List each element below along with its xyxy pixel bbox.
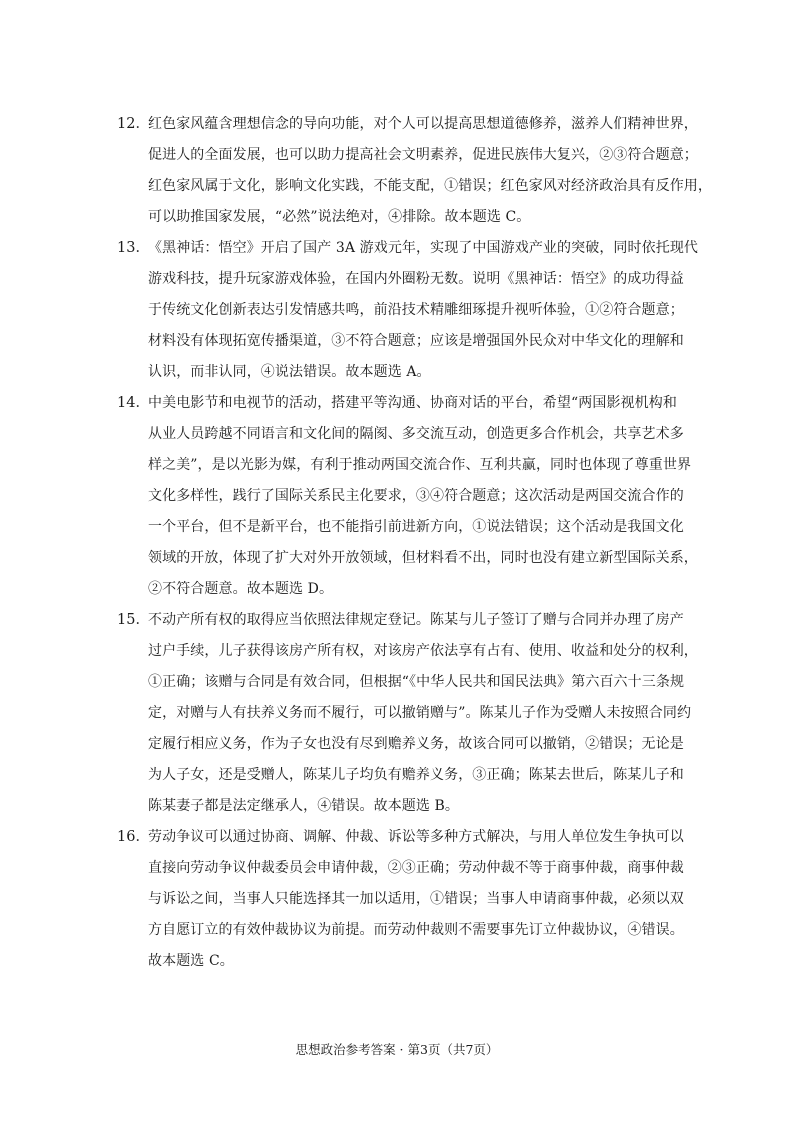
answer-line: 方自愿订立的有效仲裁协议为前提。而劳动仲裁则不需要事先订立仲裁协议，④错误。 [148,922,684,938]
item-number: 12． [117,116,150,132]
answer-line: 与诉讼之间，当事人只能选择其一加以适用，①错误；当事人申请商事仲裁，必须以双 [148,891,684,907]
answer-line: 游戏科技，提升玩家游戏体验，在国内外圈粉无数。说明《黑神话：悟空》的成功得益 [148,271,684,287]
answer-line: 《黑神话：悟空》开启了国产 3A 游戏元年，实现了中国游戏产业的突破，同时依托现代 [148,240,699,256]
answer-line: ①正确；该赠与合同是有效合同，但根据“《中华人民共和国民法典》第六百六十三条规 [148,674,685,690]
answer-line: 劳动争议可以通过协商、调解、仲裁、诉讼等多种方式解决，与用人单位发生争执可以 [148,829,684,845]
answer-line: 认识，而非认同，④说法错误。故本题选 A。 [148,364,431,380]
answer-item-12 [117,109,712,233]
answer-line: 为人子女，还是受赠人，陈某儿子均负有赡养义务，③正确；陈某去世后，陈某儿子和 [148,767,684,783]
page-footer: 思想政治参考答案 · 第3页（共7页） [295,1042,499,1057]
answer-line: 过户手续，儿子获得该房产所有权，对该房产依法享有占有、使用、收益和处分的权利， [148,643,698,659]
item-number: 15． [117,612,150,628]
item-number: 13． [117,240,150,256]
answer-item-14 [117,388,708,605]
answer-line: 直接向劳动争议仲裁委员会申请仲裁，②③正确；劳动仲裁不等于商事仲裁，商事仲裁 [148,860,684,876]
answer-item-13 [117,233,708,388]
answer-line: 材料没有体现拓宽传播渠道，③不符合题意；应该是增强国外民众对中华文化的理解和 [148,333,684,349]
item-number: 14． [117,395,150,411]
answer-line: 故本题选 C。 [148,953,234,969]
answer-line: 文化多样性，践行了国际关系民主化要求，③④符合题意；这次活动是两国交流合作的 [148,488,684,504]
answer-line: 一个平台，但不是新平台，也不能指引前进新方向，①说法错误；这个活动是我国文化 [148,519,684,535]
answer-item-15 [117,605,708,822]
answer-line: 不动产所有权的取得应当依照法律规定登记。陈某与儿子签订了赠与合同并办理了房产 [148,612,684,628]
answer-line: 陈某妻子都是法定继承人，④错误。故本题选 B。 [148,798,460,814]
answer-line: 红色家风属于文化，影响文化实践，不能支配，①错误；红色家风对经济政治具有反作用， [148,178,712,194]
answer-line: 中美电影节和电视节的活动，搭建平等沟通、协商对话的平台，希望“两国影视机构和 [148,395,677,411]
answer-line: 定履行相应义务，作为子女也没有尽到赡养义务，故该合同可以撤销，②错误；无论是 [148,736,684,752]
answer-item-16 [117,822,708,977]
answer-line: 红色家风蕴含理想信念的导向功能，对个人可以提高思想道德修养，滋养人们精神世界， [148,116,698,132]
answer-line: 可以助推国家发展，“必然”说法绝对，④排除。故本题选 C。 [148,209,531,225]
answer-list [117,109,712,977]
answer-line: 定，对赠与人有扶养义务而不履行，可以撤销赠与”。陈某儿子作为受赠人未按照合同约 [148,705,692,721]
item-number: 16． [117,829,150,845]
answer-line: ②不符合题意。故本题选 D。 [148,581,334,597]
answer-line: 促进人的全面发展，也可以助力提高社会文明素养，促进民族伟大复兴，②③符合题意； [148,147,698,163]
answer-line: 领域的开放，体现了扩大对外开放领域，但材料看不出，同时也没有建立新型国际关系， [148,550,698,566]
answer-line: 样之美”，是以光影为媒，有利于推动两国交流合作、互利共赢，同时也体现了尊重世界 [148,457,692,473]
answer-line: 从业人员跨越不同语言和文化间的隔阂、多交流互动，创造更多合作机会，共享艺术多 [148,426,684,442]
answer-line: 于传统文化创新表达引发情感共鸣，前沿技术精雕细琢提升视听体验，①②符合题意； [148,302,684,318]
